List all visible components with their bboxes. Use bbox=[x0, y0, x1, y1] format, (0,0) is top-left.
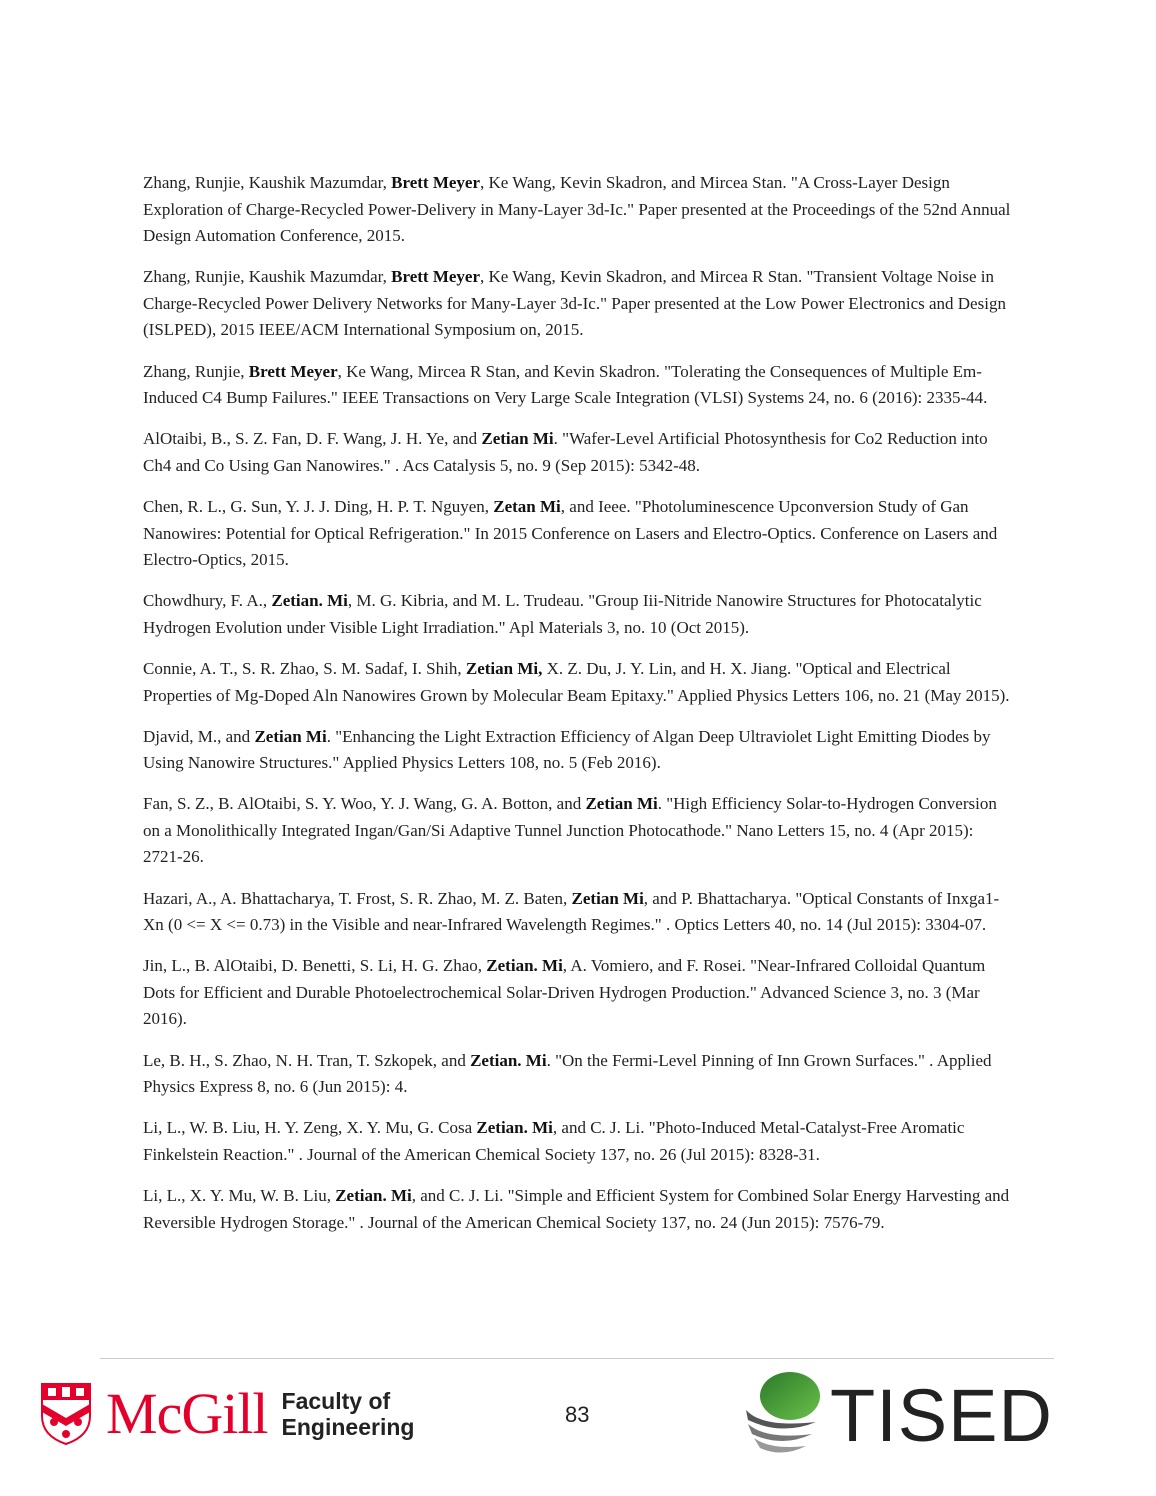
highlighted-author: Zetan Mi bbox=[493, 496, 561, 516]
reference-text: Chen, R. L., G. Sun, Y. J. J. Ding, H. P. T. Nguyen, bbox=[143, 496, 494, 516]
reference-entry bbox=[143, 656, 1015, 709]
highlighted-author: Brett Meyer bbox=[248, 361, 338, 381]
reference-text: Zhang, Runjie, bbox=[143, 361, 249, 381]
reference-entry bbox=[143, 886, 1015, 939]
reference-text: . "High Efficiency Solar-to-Hydrogen Conversion on a Monolithically Integrated Ingan/Gan/Si Adaptive Tunnel Junction Photocathode." Nano Letters 15, no. 4 (Apr 2015): 2721-26. bbox=[143, 794, 997, 867]
reference-entry bbox=[143, 588, 1015, 641]
reference-text: Hazari, A., A. Bhattacharya, T. Frost, S. R. Zhao, M. Z. Baten, bbox=[143, 888, 572, 908]
reference-entry bbox=[143, 1115, 1015, 1168]
reference-text: , Ke Wang, Mircea R Stan, and Kevin Skadron. "Tolerating the Consequences of Multiple Em-Induced C4 Bump Failures." IEEE Transactions on Very Large Scale Integration (VLSI) Systems 24, no. 6 (2016): 2335-44. bbox=[143, 361, 988, 408]
reference-text: Li, L., W. B. Liu, H. Y. Zeng, X. Y. Mu, G. Cosa bbox=[143, 1118, 477, 1138]
highlighted-author: Zetian. Mi bbox=[271, 591, 348, 611]
reference-entry bbox=[143, 791, 1015, 871]
highlighted-author: Zetian Mi bbox=[585, 794, 658, 814]
reference-text: , and C. J. Li. "Photo-Induced Metal-Catalyst-Free Aromatic Finkelstein Reaction." . Journal of the American Chemical Society 137, no. 26 (Jul 2015): 8328-31. bbox=[143, 1118, 965, 1164]
reference-text: Djavid, M., and bbox=[143, 726, 255, 746]
highlighted-author: Zetian. Mi bbox=[476, 1118, 553, 1138]
reference-text: . "On the Fermi-Level Pinning of Inn Grown Surfaces." . Applied Physics Express 8, no. 6 (Jun 2015): 4. bbox=[143, 1050, 992, 1097]
reference-text: Fan, S. Z., B. AlOtaibi, S. Y. Woo, Y. J. Wang, G. A. Botton, and bbox=[143, 794, 586, 814]
page-number: 83 bbox=[565, 1402, 590, 1427]
reference-text: , and C. J. Li. "Simple and Efficient System for Combined Solar Energy Harvesting and Reversible Hydrogen Storage." . Journal of the American Chemical Society 137, no. 24 (Jun 2015): 7576-79. bbox=[143, 1185, 1010, 1232]
faculty-name bbox=[282, 1388, 415, 1440]
reference-text: Chowdhury, F. A., bbox=[143, 591, 272, 611]
reference-text: Li, L., X. Y. Mu, W. B. Liu, bbox=[143, 1185, 336, 1205]
footer-divider bbox=[100, 1358, 1054, 1359]
reference-text: Zhang, Runjie, Kaushik Mazumdar, bbox=[143, 173, 392, 192]
reference-text: , and P. Bhattacharya. "Optical Constants of Inxga1-Xn (0 <= X <= 0.73) in the Visible and near-Infrared Wavelength Regimes." . Optics Letters 40, no. 14 (Jul 2015): 3304-07. bbox=[143, 888, 1000, 935]
reference-text: X. Z. Du, J. Y. Lin, and H. X. Jiang. "Optical and Electrical Properties of Mg-Doped Aln Nanowires Grown by Molecular Beam Epitaxy." Applied Physics Letters 106, no. 21 (May 2015). bbox=[143, 658, 1010, 705]
reference-text: , M. G. Kibria, and M. L. Trudeau. "Group Iii-Nitride Nanowire Structures for Photocatalytic Hydrogen Evolution under Visible Light Irradiation." Apl Materials 3, no. 10 (Oct 2015). bbox=[143, 591, 982, 637]
tised-logo bbox=[742, 1370, 1053, 1460]
reference-text: AlOtaibi, B., S. Z. Fan, D. F. Wang, J. H. Ye, and bbox=[143, 429, 482, 449]
highlighted-author: Zetian Mi bbox=[481, 429, 554, 449]
reference-entry bbox=[143, 170, 1015, 250]
reference-text: Jin, L., B. AlOtaibi, D. Benetti, S. Li, H. G. Zhao, bbox=[143, 956, 487, 976]
highlighted-author: Zetian. Mi bbox=[470, 1050, 547, 1070]
reference-entry bbox=[143, 724, 1015, 777]
reference-entry bbox=[143, 426, 1015, 479]
tised-wordmark: TISED bbox=[830, 1373, 1053, 1457]
faculty-line-2: Engineering bbox=[281, 1414, 415, 1440]
highlighted-author: Zetian. Mi bbox=[335, 1185, 412, 1205]
mcgill-wordmark: McGill bbox=[106, 1381, 268, 1446]
reference-entry bbox=[143, 1048, 1015, 1101]
reference-text: Connie, A. T., S. R. Zhao, S. M. Sadaf, I. Shih, bbox=[143, 658, 466, 678]
reference-entry bbox=[143, 264, 1015, 344]
highlighted-author: Zetian Mi bbox=[571, 888, 644, 908]
reference-text: . "Enhancing the Light Extraction Efficiency of Algan Deep Ultraviolet Light Emitting Diodes by Using Nanowire Structures." Applied Physics Letters 108, no. 5 (Feb 2016). bbox=[143, 726, 991, 773]
tised-globe-icon bbox=[742, 1370, 824, 1460]
mcgill-logo bbox=[40, 1382, 414, 1446]
highlighted-author: Brett Meyer bbox=[391, 173, 481, 192]
reference-text: Zhang, Runjie, Kaushik Mazumdar, bbox=[143, 267, 392, 287]
mcgill-crest-icon bbox=[40, 1382, 92, 1446]
reference-text: . "Wafer-Level Artificial Photosynthesis for Co2 Reduction into Ch4 and Co Using Gan Nanowires." . Acs Catalysis 5, no. 9 (Sep 2015): 5342-48. bbox=[143, 429, 988, 475]
reference-text: , Ke Wang, Kevin Skadron, and Mircea Stan. "A Cross-Layer Design Exploration of Charge-Recycled Power-Delivery in Many-Layer 3d-Ic." Paper presented at the Proceedings of the 52nd Annual Design Automation Conference, 2015. bbox=[143, 173, 1011, 246]
reference-entry bbox=[143, 1183, 1015, 1236]
reference-entry bbox=[143, 953, 1015, 1033]
reference-entry bbox=[143, 494, 1015, 574]
highlighted-author: Brett Meyer bbox=[391, 267, 481, 287]
reference-entry bbox=[143, 359, 1015, 412]
reference-list bbox=[143, 170, 1015, 1251]
reference-text: , and Ieee. "Photoluminescence Upconversion Study of Gan Nanowires: Potential for Optical Refrigeration." In 2015 Conference on Lasers and Electro-Optics. Conference on Lasers and Electro-Optics, 2015. bbox=[143, 496, 998, 570]
faculty-line-1: Faculty of bbox=[281, 1388, 391, 1414]
highlighted-author: Zetian Mi bbox=[254, 726, 327, 746]
reference-text: , A. Vomiero, and F. Rosei. "Near-Infrared Colloidal Quantum Dots for Efficient and Durable Photoelectrochemical Solar-Driven Hydrogen Production." Advanced Science 3, no. 3 (Mar 2016). bbox=[143, 956, 986, 1029]
reference-text: Le, B. H., S. Zhao, N. H. Tran, T. Szkopek, and bbox=[143, 1050, 471, 1070]
reference-text: , Ke Wang, Kevin Skadron, and Mircea R Stan. "Transient Voltage Noise in Charge-Recycled Power Delivery Networks for Many-Layer 3d-Ic." Paper presented at the Low Power Electronics and Design (ISLPED), 2015 IEEE/ACM International Symposium on, 2015. bbox=[143, 267, 1006, 340]
highlighted-author: Zetian Mi, bbox=[465, 658, 543, 678]
highlighted-author: Zetian. Mi bbox=[486, 956, 563, 976]
